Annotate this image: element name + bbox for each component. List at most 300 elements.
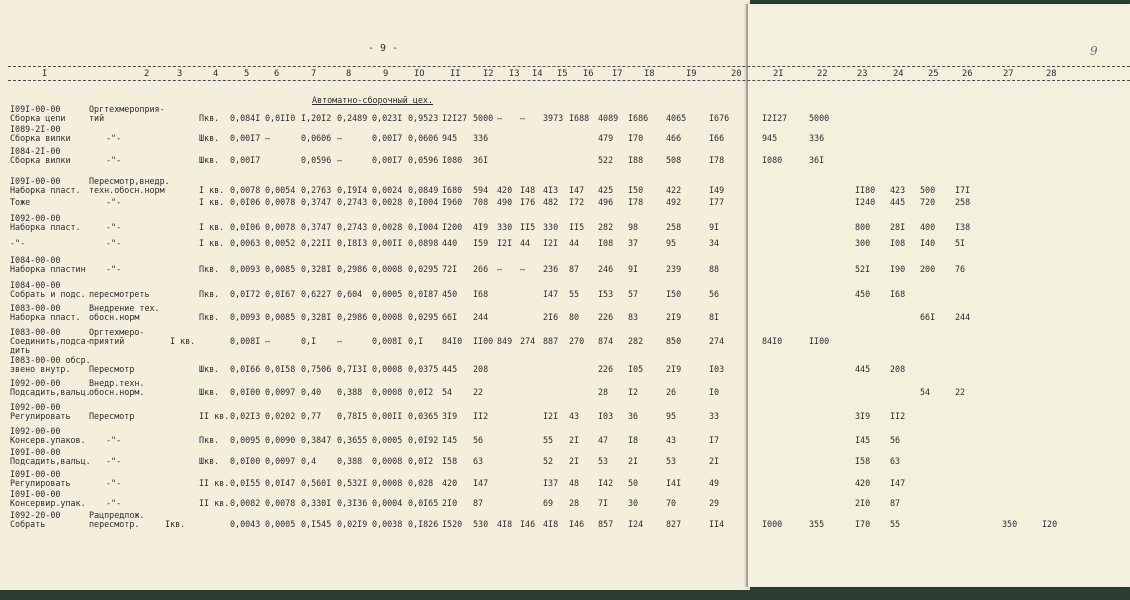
cell-value: 0,028 bbox=[408, 478, 434, 488]
cell-code: I09I-00-00 bbox=[10, 447, 61, 457]
cell-value: 2I bbox=[569, 456, 580, 466]
cell-value: 0,0I55 bbox=[230, 478, 261, 488]
cell-quarter: I кв. bbox=[199, 222, 225, 232]
cell-value: 4065 bbox=[666, 113, 687, 123]
cell-value: 36I bbox=[473, 155, 489, 165]
cell-value: 0,328I bbox=[301, 264, 332, 274]
cell-value: 0,6227 bbox=[301, 289, 332, 299]
cell-value: 450 bbox=[855, 289, 871, 299]
column-header: IO bbox=[414, 69, 425, 79]
cell-value: I90 bbox=[890, 264, 906, 274]
cell-value: 49 bbox=[709, 478, 720, 488]
cell-value: 0,0I00 bbox=[230, 387, 261, 397]
cell-value: 0,0I06 bbox=[230, 222, 261, 232]
column-header: I9 bbox=[686, 69, 697, 79]
column-header: 24 bbox=[893, 69, 904, 79]
cell-value: 0,0295 bbox=[408, 264, 439, 274]
cell-measure: -"- bbox=[106, 238, 122, 248]
cell-value: I520 bbox=[442, 519, 463, 529]
column-header: 25 bbox=[928, 69, 939, 79]
cell-value: 0,388 bbox=[337, 387, 363, 397]
cell-value: 0,0I65 bbox=[408, 498, 439, 508]
cell-quarter: Шкв. bbox=[199, 155, 220, 165]
cell-value: 0,330I bbox=[301, 498, 332, 508]
cell-operation: Подсадить,вальц. bbox=[10, 387, 91, 397]
cell-value: 226 bbox=[598, 364, 614, 374]
column-header: 9 bbox=[383, 69, 389, 79]
cell-value: 0,0008 bbox=[372, 478, 403, 488]
column-header: 27 bbox=[1003, 69, 1014, 79]
cell-value: 490 bbox=[497, 197, 513, 207]
cell-value: I42 bbox=[598, 478, 614, 488]
column-header: I bbox=[42, 69, 48, 79]
cell-value: 5I bbox=[955, 238, 966, 248]
cell-value: 0,0I72 bbox=[230, 289, 261, 299]
cell-measure: обосн.норм bbox=[89, 312, 140, 322]
cell-value: 258 bbox=[955, 197, 971, 207]
cell-value: 34 bbox=[709, 238, 720, 248]
column-header: 22 bbox=[817, 69, 828, 79]
cell-value: 945 bbox=[762, 133, 778, 143]
cell-code: I084-00-00 bbox=[10, 280, 61, 290]
cell-value: 0,0202 bbox=[265, 411, 296, 421]
cell-value: 55 bbox=[569, 289, 580, 299]
cell-value: I45 bbox=[442, 435, 458, 445]
cell-code: I092-00-00 bbox=[10, 213, 61, 223]
cell-value: I2I bbox=[497, 238, 513, 248]
cell-value: 0,532I bbox=[337, 478, 368, 488]
cell-code: I092-00-00 bbox=[10, 378, 61, 388]
cell-value: 47 bbox=[598, 435, 609, 445]
cell-value: 0,0095 bbox=[230, 435, 261, 445]
cell-value: 0,0II0 bbox=[265, 113, 296, 123]
cell-value: 0,0038 bbox=[372, 519, 403, 529]
cell-value: 0,00II bbox=[372, 411, 403, 421]
cell-value: 336 bbox=[473, 133, 489, 143]
cell-value: 76 bbox=[955, 264, 966, 274]
cell-value: 0,00II bbox=[372, 238, 403, 248]
cell-value: 0,0849 bbox=[408, 185, 439, 195]
cell-value: 708 bbox=[473, 197, 489, 207]
cell-operation: Регулировать bbox=[10, 411, 71, 421]
cell-quarter: Пкв. bbox=[199, 113, 220, 123]
cell-value: I47 bbox=[890, 478, 906, 488]
cell-measure: Внедр.техн. bbox=[89, 378, 145, 388]
cell-value: I240 bbox=[855, 197, 876, 207]
cell-value: 0,0I47 bbox=[265, 478, 296, 488]
cell-value: 800 bbox=[855, 222, 871, 232]
cell-measure: пересмотр. bbox=[89, 519, 140, 529]
cell-value: 0,084I bbox=[230, 113, 261, 123]
cell-code: I084-00-00 bbox=[10, 255, 61, 265]
cell-value: 0,02I9 bbox=[337, 519, 368, 529]
cell-value: – bbox=[337, 155, 343, 165]
page-number: - 9 - bbox=[368, 43, 399, 54]
cell-value: 850 bbox=[666, 336, 682, 346]
cell-value: I2 bbox=[628, 387, 639, 397]
cell-value: I53 bbox=[598, 289, 614, 299]
cell-value: 208 bbox=[473, 364, 489, 374]
cell-value: I080 bbox=[762, 155, 783, 165]
cell-value: I03 bbox=[709, 364, 725, 374]
cell-value: – bbox=[497, 113, 503, 123]
cell-value: I45 bbox=[855, 435, 871, 445]
cell-value: I70 bbox=[855, 519, 871, 529]
cell-value: 53 bbox=[598, 456, 609, 466]
cell-value: 0,I bbox=[301, 336, 317, 346]
cell-value: 0,0052 bbox=[265, 238, 296, 248]
cell-value: I2I bbox=[543, 238, 559, 248]
cell-measure: -"- bbox=[106, 222, 122, 232]
section-title: Автоматно-сборочный цех. bbox=[312, 95, 434, 105]
cell-value: 482 bbox=[543, 197, 559, 207]
cell-operation: звено внутр. bbox=[10, 364, 71, 374]
cell-value: 0,3847 bbox=[301, 435, 332, 445]
cell-quarter: Пкв. bbox=[199, 435, 220, 445]
cell-value: 0,0898 bbox=[408, 238, 439, 248]
cell-value: I58 bbox=[442, 456, 458, 466]
cell-value: 4089 bbox=[598, 113, 619, 123]
cell-value: 0,4 bbox=[301, 456, 317, 466]
cell-value: II2 bbox=[473, 411, 489, 421]
cell-quarter: II кв. bbox=[199, 411, 230, 421]
cell-value: II5 bbox=[569, 222, 585, 232]
cell-value: I688 bbox=[569, 113, 590, 123]
cell-value: II2 bbox=[890, 411, 906, 421]
cell-value: 0,0078 bbox=[265, 222, 296, 232]
cell-value: 7I bbox=[598, 498, 609, 508]
cell-value: 48 bbox=[569, 478, 580, 488]
cell-operation: Собрать и подс. bbox=[10, 289, 86, 299]
cell-value: I680 bbox=[442, 185, 463, 195]
cell-value: 43 bbox=[569, 411, 580, 421]
cell-value: 2I9 bbox=[666, 312, 682, 322]
column-header: 6 bbox=[274, 69, 280, 79]
cell-value: 88 bbox=[709, 264, 720, 274]
column-header: 7 bbox=[311, 69, 317, 79]
cell-code: I092-20-00 bbox=[10, 510, 61, 520]
cell-value: 0,0085 bbox=[265, 312, 296, 322]
cell-value: 0,0365 bbox=[408, 411, 439, 421]
cell-value: 420 bbox=[442, 478, 458, 488]
column-header: 26 bbox=[962, 69, 973, 79]
cell-value: 83 bbox=[628, 312, 639, 322]
cell-value: 0,0I58 bbox=[265, 364, 296, 374]
cell-value: I20 bbox=[1042, 519, 1058, 529]
cell-value: I24 bbox=[628, 519, 644, 529]
cell-code: I083-00-00 bbox=[10, 303, 61, 313]
cell-measure: тий bbox=[89, 113, 105, 123]
cell-value: 945 bbox=[442, 133, 458, 143]
cell-value: 0,I545 bbox=[301, 519, 332, 529]
cell-value: 44 bbox=[520, 238, 531, 248]
cell-measure: приятий bbox=[89, 336, 125, 346]
cell-value: I59 bbox=[473, 238, 489, 248]
cell-value: 28I bbox=[890, 222, 906, 232]
cell-value: 44 bbox=[569, 238, 580, 248]
cell-value: – bbox=[520, 264, 526, 274]
cell-value: 330 bbox=[497, 222, 513, 232]
cell-value: 30 bbox=[628, 498, 639, 508]
column-header: I6 bbox=[583, 69, 594, 79]
header-bottom-rule bbox=[8, 80, 1130, 81]
cell-value: 720 bbox=[920, 197, 936, 207]
cell-value: 300 bbox=[855, 238, 871, 248]
cell-measure: -"- bbox=[106, 264, 122, 274]
cell-value: 0,2986 bbox=[337, 312, 368, 322]
cell-value: 95 bbox=[666, 238, 677, 248]
cell-value: I08 bbox=[890, 238, 906, 248]
cell-operation: Сборка вилки bbox=[10, 133, 71, 143]
cell-value: I7I bbox=[955, 185, 971, 195]
column-header: I5 bbox=[557, 69, 568, 79]
cell-value: 0,7I3I bbox=[337, 364, 368, 374]
cell-value: 0,0004 bbox=[372, 498, 403, 508]
cell-value: 0,78I5 bbox=[337, 411, 368, 421]
cell-value: 8I bbox=[709, 312, 720, 322]
cell-value: – bbox=[265, 133, 271, 143]
cell-value: 445 bbox=[890, 197, 906, 207]
cell-measure: -"- bbox=[106, 435, 122, 445]
cell-value: 274 bbox=[709, 336, 725, 346]
cell-value: 5000 bbox=[809, 113, 830, 123]
cell-value: 0,0295 bbox=[408, 312, 439, 322]
cell-value: 0,I004 bbox=[408, 197, 439, 207]
column-header: I3 bbox=[509, 69, 520, 79]
cell-value: I686 bbox=[628, 113, 649, 123]
cell-value: 0,0008 bbox=[372, 312, 403, 322]
cell-value: 0,560I bbox=[301, 478, 332, 488]
cell-measure: -"- bbox=[106, 155, 122, 165]
cell-value: 4I3 bbox=[543, 185, 559, 195]
sheet-mark: 9 bbox=[1090, 44, 1098, 58]
cell-value: 0,0097 bbox=[265, 387, 296, 397]
cell-value: I200 bbox=[442, 222, 463, 232]
cell-value: 0,0I87 bbox=[408, 289, 439, 299]
cell-value: I76 bbox=[520, 197, 536, 207]
column-header: 23 bbox=[857, 69, 868, 79]
cell-value: I48 bbox=[520, 185, 536, 195]
cell-value: 0,0005 bbox=[372, 289, 403, 299]
cell-operation: дить bbox=[10, 345, 31, 355]
cell-value: 857 bbox=[598, 519, 614, 529]
cell-value: I000 bbox=[762, 519, 783, 529]
cell-measure: -"- bbox=[106, 498, 122, 508]
cell-value: 0,0093 bbox=[230, 264, 261, 274]
cell-value: 0,0043 bbox=[230, 519, 261, 529]
cell-value: I50 bbox=[666, 289, 682, 299]
cell-value: I080 bbox=[442, 155, 463, 165]
cell-value: I37 bbox=[543, 478, 559, 488]
cell-value: 4I8 bbox=[497, 519, 513, 529]
cell-value: 0,008I bbox=[230, 336, 261, 346]
cell-value: I78 bbox=[628, 197, 644, 207]
cell-value: 445 bbox=[442, 364, 458, 374]
cell-measure: -"- bbox=[106, 478, 122, 488]
cell-quarter: I кв. bbox=[199, 197, 225, 207]
cell-operation: Наборка пласт. bbox=[10, 222, 81, 232]
cell-value: 63 bbox=[890, 456, 901, 466]
cell-value: I70 bbox=[628, 133, 644, 143]
column-header: 8 bbox=[346, 69, 352, 79]
cell-value: 0,0596 bbox=[408, 155, 439, 165]
column-header: 28 bbox=[1046, 69, 1057, 79]
cell-value: 80 bbox=[569, 312, 580, 322]
cell-value: 0,00I7 bbox=[230, 155, 261, 165]
cell-code: I092-00-00 bbox=[10, 426, 61, 436]
cell-value: 0,0093 bbox=[230, 312, 261, 322]
column-header: 20 bbox=[731, 69, 742, 79]
cell-value: 0,0005 bbox=[372, 435, 403, 445]
cell-value: 5000 bbox=[473, 113, 494, 123]
cell-measure: -"- bbox=[106, 456, 122, 466]
cell-value: 849 bbox=[497, 336, 513, 346]
column-header: II bbox=[450, 69, 461, 79]
cell-value: 0,0054 bbox=[265, 185, 296, 195]
cell-value: 508 bbox=[666, 155, 682, 165]
cell-value: I7 bbox=[709, 435, 720, 445]
cell-value: 2I0 bbox=[855, 498, 871, 508]
cell-value: 0,0028 bbox=[372, 197, 403, 207]
cell-value: 355 bbox=[809, 519, 825, 529]
cell-value: 0,I bbox=[408, 336, 424, 346]
cell-value: I03 bbox=[598, 411, 614, 421]
cell-value: 4I8 bbox=[543, 519, 559, 529]
cell-value: 244 bbox=[955, 312, 971, 322]
cell-value: 282 bbox=[598, 222, 614, 232]
cell-value: 0,0082 bbox=[230, 498, 261, 508]
column-header: 4 bbox=[213, 69, 219, 79]
cell-value: 350 bbox=[1002, 519, 1018, 529]
cell-value: 28 bbox=[569, 498, 580, 508]
cell-value: 0,0I92 bbox=[408, 435, 439, 445]
cell-value: 3I9 bbox=[855, 411, 871, 421]
cell-value: I72 bbox=[569, 197, 585, 207]
cell-value: 270 bbox=[569, 336, 585, 346]
cell-value: 496 bbox=[598, 197, 614, 207]
cell-measure: Пересмотр,внедр. bbox=[89, 176, 170, 186]
cell-value: 0,2743 bbox=[337, 197, 368, 207]
cell-value: 0,0606 bbox=[301, 133, 332, 143]
cell-value: I58 bbox=[855, 456, 871, 466]
cell-code: I083-00-00 обср. bbox=[10, 355, 91, 365]
cell-value: 2I bbox=[709, 456, 720, 466]
cell-quarter: Шкв. bbox=[199, 387, 220, 397]
cell-value: 36 bbox=[628, 411, 639, 421]
cell-measure: Пересмотр bbox=[89, 411, 135, 421]
cell-value: 282 bbox=[628, 336, 644, 346]
cell-value: 0,2986 bbox=[337, 264, 368, 274]
cell-value: 29 bbox=[709, 498, 720, 508]
cell-value: 0,023I bbox=[372, 113, 403, 123]
cell-operation: Наборка пласт. bbox=[10, 185, 81, 195]
cell-value: 52I bbox=[855, 264, 871, 274]
cell-value: 0,0078 bbox=[265, 197, 296, 207]
cell-value: 52 bbox=[543, 456, 554, 466]
cell-value: 0,0375 bbox=[408, 364, 439, 374]
cell-quarter: Шкв. bbox=[199, 133, 220, 143]
cell-value: 2I bbox=[569, 435, 580, 445]
header-top-rule bbox=[8, 66, 1130, 67]
cell-measure: техн.обосн.норм bbox=[89, 185, 165, 195]
cell-value: 0,0063 bbox=[230, 238, 261, 248]
cell-value: 54 bbox=[442, 387, 453, 397]
cell-value: I38 bbox=[955, 222, 971, 232]
cell-value: 54 bbox=[920, 387, 931, 397]
cell-value: I,20I2 bbox=[301, 113, 332, 123]
cell-value: I4I bbox=[666, 478, 682, 488]
cell-operation: Тоже bbox=[10, 197, 31, 207]
cell-value: 0,0008 bbox=[372, 364, 403, 374]
column-header: I4 bbox=[532, 69, 543, 79]
cell-value: – bbox=[497, 264, 503, 274]
cell-value: I47 bbox=[473, 478, 489, 488]
cell-value: I77 bbox=[709, 197, 725, 207]
cell-value: 0,0008 bbox=[372, 456, 403, 466]
cell-value: 56 bbox=[709, 289, 720, 299]
cell-value: 0,0I2 bbox=[408, 456, 434, 466]
column-header: 5 bbox=[244, 69, 250, 79]
cell-measure: Оргтехмеро- bbox=[89, 327, 145, 337]
cell-value: 0,0005 bbox=[265, 519, 296, 529]
cell-value: 0,00I7 bbox=[372, 133, 403, 143]
cell-value: 236 bbox=[543, 264, 559, 274]
cell-value: 0,2743 bbox=[337, 222, 368, 232]
cell-value: 420 bbox=[855, 478, 871, 488]
cell-value: 274 bbox=[520, 336, 536, 346]
cell-value: 0,0008 bbox=[372, 387, 403, 397]
cell-value: 330 bbox=[543, 222, 559, 232]
cell-operation: Консервир.упак. bbox=[10, 498, 86, 508]
cell-value: 0,604 bbox=[337, 289, 363, 299]
cell-value: 0,0I00 bbox=[230, 456, 261, 466]
cell-value: 87 bbox=[890, 498, 901, 508]
cell-quarter: I кв. bbox=[170, 336, 196, 346]
cell-value: 37 bbox=[628, 238, 639, 248]
column-header: I8 bbox=[644, 69, 655, 79]
cell-value: 0,0008 bbox=[372, 264, 403, 274]
cell-operation: Наборка пласт. bbox=[10, 312, 81, 322]
cell-value: 0,9523 bbox=[408, 113, 439, 123]
cell-value: II80 bbox=[855, 185, 876, 195]
cell-value: 200 bbox=[920, 264, 936, 274]
cell-quarter: I кв. bbox=[199, 185, 225, 195]
cell-value: 0,0028 bbox=[372, 222, 403, 232]
cell-value: 53 bbox=[666, 456, 677, 466]
cell-value: 400 bbox=[920, 222, 936, 232]
cell-value: 22 bbox=[955, 387, 966, 397]
cell-value: II00 bbox=[809, 336, 830, 346]
cell-value: 450 bbox=[442, 289, 458, 299]
cell-code: I092-00-00 bbox=[10, 402, 61, 412]
cell-value: 208 bbox=[890, 364, 906, 374]
cell-value: 0,0078 bbox=[265, 498, 296, 508]
cell-value: 28 bbox=[598, 387, 609, 397]
cell-value: 0,I826 bbox=[408, 519, 439, 529]
cell-operation: Регулировать bbox=[10, 478, 71, 488]
cell-value: 0,2489 bbox=[337, 113, 368, 123]
cell-measure: Рацпредлож. bbox=[89, 510, 145, 520]
cell-value: 0,3747 bbox=[301, 222, 332, 232]
cell-value: 244 bbox=[473, 312, 489, 322]
cell-value: 239 bbox=[666, 264, 682, 274]
cell-quarter: Iкв. bbox=[165, 519, 186, 529]
column-header: 2I bbox=[773, 69, 784, 79]
cell-measure: обосн.норм. bbox=[89, 387, 145, 397]
cell-value: 258 bbox=[666, 222, 682, 232]
cell-value: 0,0024 bbox=[372, 185, 403, 195]
cell-measure: Внедрение тех. bbox=[89, 303, 160, 313]
